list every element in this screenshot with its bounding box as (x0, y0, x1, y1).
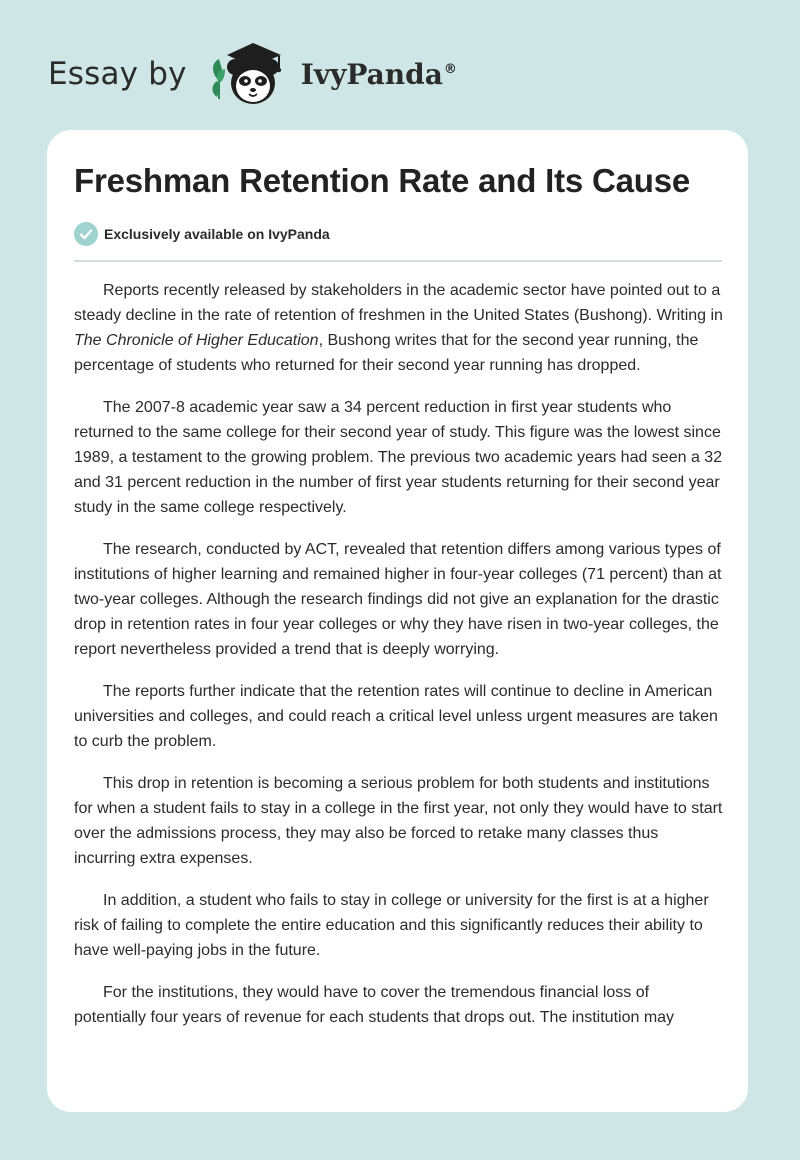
page-title: Freshman Retention Rate and Its Cause (74, 162, 691, 199)
paragraph: For the institutions, they would have to cover the tremendous financial loss of potentially four years of revenue for each students that drops out. The institution may (74, 984, 675, 1026)
panda-graduation-cap-icon[interactable] (205, 37, 295, 111)
essay-card (47, 130, 748, 1112)
badge-text: Exclusively available on IvyPanda (104, 226, 330, 242)
paragraph: This drop in retention is becoming a serious problem for both students and institutions for when a student fails to stay in a college in the first year, not only they would have to start over the admissions process, they may also be forced to retake many classes thus incurring extra expenses. (74, 775, 723, 867)
divider (74, 260, 722, 262)
paragraph: The reports further indicate that the retention rates will continue to decline in American universities and colleges, and could reach a critical level unless urgent measures are taken to curb the problem. (74, 683, 718, 750)
leaf-icon (212, 59, 225, 99)
paragraph: Reports recently released by stakeholders in the academic sector have pointed out to a steady decline in the rate of retention of freshmen in the United States (Bushong). Writing in The Chronicle of Higher Education, Bushong writes that for the second year running, the percentage of students who returned for their second year running has dropped. (74, 282, 723, 374)
publication-title: The Chronicle of Higher Education (74, 332, 319, 349)
brand-prefix: Essay by (48, 56, 187, 92)
checkmark-circle-icon (74, 222, 98, 246)
paragraph: The 2007-8 academic year saw a 34 percent reduction in first year students who returned to the same college for their second year of study. This figure was the lowest since 1989, a testament to the growing problem. The previous two academic years had seen a 32 and 31 percent reduction in the number of first year students returning for their second year study in the same college respectively. (74, 399, 723, 516)
essay-body (74, 278, 724, 1047)
exclusive-badge (74, 222, 330, 246)
paragraph: In addition, a student who fails to stay in college or university for the first is at a higher risk of failing to complete the entire education and this significantly reduces their ability to have well-paying jobs in the future. (74, 892, 709, 959)
paragraph: The research, conducted by ACT, revealed that retention differs among various types of institutions of higher learning and remained higher in four-year colleges (71 percent) than at two-year colleges. Although the research findings did not give an explanation for the drastic drop in retention rates in four year colleges or why they have risen in two-year colleges, the report nevertheless provided a trend that is deeply worrying. (74, 541, 722, 658)
site-header (48, 34, 457, 114)
registered-mark: ® (443, 62, 457, 78)
brand-name[interactable]: IvyPanda® (300, 57, 457, 91)
